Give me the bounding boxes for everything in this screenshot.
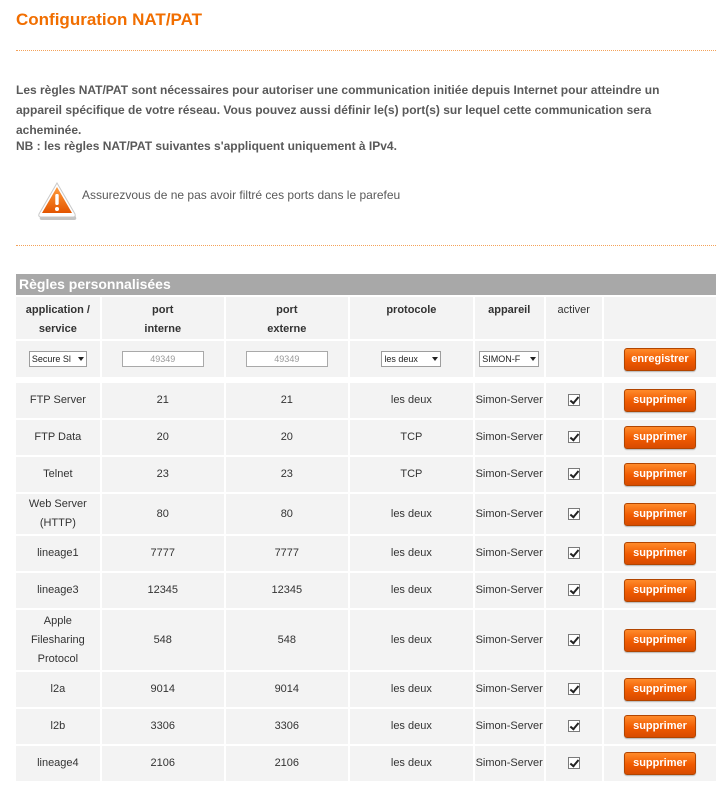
page-title: Configuration NAT/PAT	[16, 10, 203, 29]
cell-device: Simon-Server	[475, 709, 544, 744]
warning-text: Assurezvous de ne pas avoir filtré ces ports dans le parefeu	[82, 188, 401, 202]
cell-device: Simon-Server	[475, 746, 544, 781]
cell-external-port: 23	[226, 457, 348, 492]
cell-internal-port: 21	[102, 383, 224, 418]
cell-device: Simon-Server	[475, 383, 544, 418]
cell-internal-port: 2106	[102, 746, 224, 781]
warning-box	[36, 181, 400, 221]
col-header-application: application / service	[16, 297, 100, 339]
cell-internal-port: 12345	[102, 573, 224, 608]
active-checkbox[interactable]	[568, 634, 580, 646]
table-row	[16, 536, 716, 571]
cell-external-port: 12345	[226, 573, 348, 608]
application-select[interactable]: Secure Sl	[29, 351, 87, 367]
rules-title: Règles personnalisées	[16, 274, 716, 295]
cell-protocol: les deux	[350, 383, 473, 418]
cell-application: FTP Server	[16, 383, 100, 418]
cell-application: lineage4	[16, 746, 100, 781]
cell-device: Simon-Server	[475, 610, 544, 670]
table-row	[16, 457, 716, 492]
cell-external-port: 7777	[226, 536, 348, 571]
col-header-protocol: protocole	[350, 297, 473, 339]
cell-application: Web Server (HTTP)	[16, 494, 100, 534]
cell-device: Simon-Server	[475, 573, 544, 608]
cell-external-port: 3306	[226, 709, 348, 744]
cell-protocol: les deux	[350, 746, 473, 781]
cell-device: Simon-Server	[475, 536, 544, 571]
table-header-row	[16, 297, 716, 339]
cell-device: Simon-Server	[475, 420, 544, 455]
delete-button[interactable]: supprimer	[624, 503, 696, 526]
col-header-external-port: port externe	[226, 297, 348, 339]
cell-device: Simon-Server	[475, 672, 544, 707]
cell-application: l2a	[16, 672, 100, 707]
cell-protocol: les deux	[350, 536, 473, 571]
cell-application: l2b	[16, 709, 100, 744]
new-rule-row	[16, 341, 716, 377]
cell-internal-port: 20	[102, 420, 224, 455]
nb-text: NB : les règles NAT/PAT suivantes s'appliquent uniquement à IPv4.	[16, 139, 397, 153]
delete-button[interactable]: supprimer	[624, 629, 696, 652]
cell-internal-port: 548	[102, 610, 224, 670]
delete-button[interactable]: supprimer	[624, 715, 696, 738]
external-port-input[interactable]: 49349	[246, 351, 328, 367]
cell-external-port: 21	[226, 383, 348, 418]
delete-button[interactable]: supprimer	[624, 426, 696, 449]
cell-internal-port: 9014	[102, 672, 224, 707]
cell-application: FTP Data	[16, 420, 100, 455]
divider-bottom	[16, 245, 716, 246]
save-button[interactable]: enregistrer	[624, 348, 696, 371]
rules-table	[14, 295, 718, 783]
delete-button[interactable]: supprimer	[624, 389, 696, 412]
cell-internal-port: 3306	[102, 709, 224, 744]
col-header-device: appareil	[475, 297, 544, 339]
cell-protocol: les deux	[350, 672, 473, 707]
protocol-select[interactable]: les deux	[381, 351, 441, 367]
device-select[interactable]: SIMON-F	[479, 351, 539, 367]
cell-application: lineage1	[16, 536, 100, 571]
table-row	[16, 383, 716, 418]
cell-protocol: TCP	[350, 420, 473, 455]
col-header-internal-port: port interne	[102, 297, 224, 339]
cell-external-port: 80	[226, 494, 348, 534]
rules-section	[16, 274, 716, 783]
delete-button[interactable]: supprimer	[624, 542, 696, 565]
col-header-active: activer	[546, 297, 602, 339]
active-checkbox[interactable]	[568, 584, 580, 596]
cell-device: Simon-Server	[475, 494, 544, 534]
cell-internal-port: 7777	[102, 536, 224, 571]
col-header-actions	[604, 297, 716, 339]
cell-application: lineage3	[16, 573, 100, 608]
table-row	[16, 709, 716, 744]
cell-external-port: 9014	[226, 672, 348, 707]
active-checkbox[interactable]	[568, 757, 580, 769]
chevron-down-icon	[78, 357, 84, 361]
table-row	[16, 573, 716, 608]
internal-port-input[interactable]: 49349	[122, 351, 204, 367]
table-row	[16, 610, 716, 670]
divider-top	[16, 50, 716, 51]
cell-protocol: les deux	[350, 610, 473, 670]
cell-protocol: TCP	[350, 457, 473, 492]
active-checkbox[interactable]	[568, 547, 580, 559]
active-checkbox[interactable]	[568, 468, 580, 480]
cell-external-port: 20	[226, 420, 348, 455]
active-checkbox[interactable]	[568, 508, 580, 520]
cell-external-port: 548	[226, 610, 348, 670]
cell-protocol: les deux	[350, 494, 473, 534]
warning-triangle-icon	[36, 181, 78, 221]
table-row	[16, 746, 716, 781]
delete-button[interactable]: supprimer	[624, 752, 696, 775]
active-checkbox[interactable]	[568, 394, 580, 406]
intro-text: Les règles NAT/PAT sont nécessaires pour autoriser une communication initiée depuis Internet pour atteindre un appareil spécifique de votre réseau. Vous pouvez aussi définir le(s) port(s) sur lequel cette communication sera acheminée.	[16, 83, 660, 137]
cell-internal-port: 23	[102, 457, 224, 492]
active-checkbox[interactable]	[568, 683, 580, 695]
delete-button[interactable]: supprimer	[624, 678, 696, 701]
chevron-down-icon	[432, 357, 438, 361]
cell-protocol: les deux	[350, 573, 473, 608]
cell-application: Telnet	[16, 457, 100, 492]
delete-button[interactable]: supprimer	[624, 579, 696, 602]
cell-application: Apple Filesharing Protocol	[16, 610, 100, 670]
cell-external-port: 2106	[226, 746, 348, 781]
table-row	[16, 494, 716, 534]
delete-button[interactable]: supprimer	[624, 463, 696, 486]
active-checkbox[interactable]	[568, 720, 580, 732]
cell-internal-port: 80	[102, 494, 224, 534]
active-checkbox[interactable]	[568, 431, 580, 443]
cell-device: Simon-Server	[475, 457, 544, 492]
cell-protocol: les deux	[350, 709, 473, 744]
chevron-down-icon	[530, 357, 536, 361]
table-row	[16, 420, 716, 455]
table-row	[16, 672, 716, 707]
